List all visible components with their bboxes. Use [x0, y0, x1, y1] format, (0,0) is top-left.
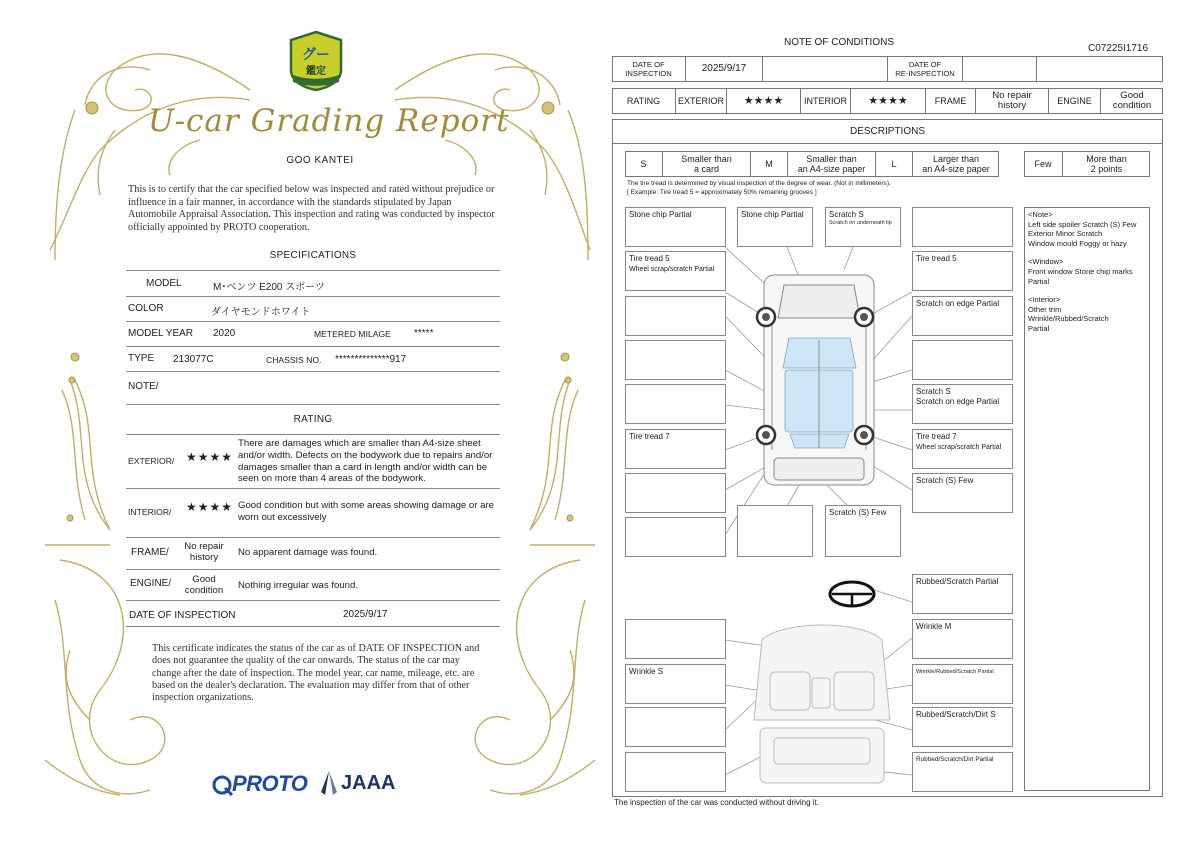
engine-value: Good condition [184, 574, 224, 596]
damage-label-front-lip: Scratch S Scratch on underneath lip [825, 207, 901, 247]
exterior-stars: ★★★★ [186, 450, 234, 464]
damage-label-left-3 [625, 340, 726, 380]
damage-label-right-2: Scratch on edge Partial [912, 296, 1013, 336]
damage-label-right-front-tire: Tire tread 5 [912, 251, 1013, 291]
tire-tread-note: The tire tread is determined by visual inspection of the degree of wear. (Not in millimeters). [ Example: Tire tread 5 = approximately 50% remaining grooves ] [627, 180, 891, 196]
inspection-date-label: DATE OF INSPECTION [129, 610, 236, 621]
goo-kantei-badge-icon [287, 30, 345, 92]
date-of-inspection-label: DATE OF INSPECTION [625, 60, 672, 78]
chassis-value: **************917 [335, 354, 407, 365]
interior-label-right-1: Wrinkle M [912, 619, 1013, 659]
damage-label-right-rear-tire: Tire tread 7 Wheel scrap/scratch Partial [912, 429, 1013, 469]
engine-label: ENGINE [1057, 96, 1092, 106]
damage-label-right-3 [912, 340, 1013, 380]
exterior-stars: ★★★★ [743, 95, 784, 107]
proto-logo-icon [212, 774, 234, 796]
legend-l-desc: Larger than an A4-size paper [922, 154, 990, 174]
certification-statement: This is to certify that the car specified below was inspected and rated without prejudice or influence in a fair manner, in accordance with the standards stipulated by Japan Automobile Appraisal Association. This inspection and rating was conducted by inspector officially appointed by PROTO cooperation. [128, 184, 495, 233]
inspection-footer-note: The inspection of the car was conducted without driving it. [614, 798, 819, 807]
model-label: MODEL [146, 278, 182, 289]
damage-label-left-front-tire: Tire tread 5 Wheel scrap/scratch Partial [625, 251, 726, 291]
notes-text: <Note> Left side spoiler Scratch (S) Few Exterior Minor Scratch Window mould Foggy or hazy <Window> Front window Stone chip marks Partial <Interior> Other trim Wrinkle/Rubbed/Scratch Partial [1028, 210, 1137, 333]
legend-s-desc: Smaller than a card [681, 154, 732, 174]
legend-few-desc: More than 2 points [1086, 154, 1127, 174]
descriptions-heading: DESCRIPTIONS [849, 125, 925, 137]
note-label: NOTE/ [128, 381, 159, 392]
interior-stars: ★★★★ [186, 500, 234, 514]
report-subtitle: GOO KANTEI [286, 155, 354, 166]
inspection-date-value: 2025/9/17 [343, 609, 388, 620]
legend-l: L [891, 159, 897, 169]
interior-label-left-2: Wrinkle S [625, 664, 726, 704]
badge-text-top: グー [302, 47, 330, 63]
document-id: C07225I1716 [1088, 43, 1149, 54]
damage-label-left-2 [625, 296, 726, 336]
damage-label-right-6: Scratch (S) Few [912, 473, 1013, 513]
interior-label-steering: Rubbed/Scratch Partial [912, 574, 1013, 614]
chassis-label: CHASSIS NO. [266, 355, 322, 365]
rating-label: RATING [626, 96, 661, 106]
damage-label-rear-right: Scratch (S) Few [825, 505, 901, 557]
type-value: 213077C [173, 354, 214, 365]
interior-label-right-4: Rubbed/Scratch/Dirt Partial [912, 752, 1013, 792]
model-year-value: 2020 [213, 328, 236, 339]
interior-label-left-4 [625, 752, 726, 792]
interior-label-right-2: Wrinkle/Rubbed/Scratch Partial [912, 664, 1013, 704]
interior-stars: ★★★★ [868, 95, 908, 107]
interior-label: INTERIOR [803, 96, 847, 106]
damage-label-right-4: Scratch S Scratch on edge Partial [912, 384, 1013, 424]
damage-label-left-rear-tire: Tire tread 7 [625, 429, 726, 469]
exterior-description: There are damages which are smaller than A4-size sheet and/or width. Defects on the bodywork due to repairs and/or damages smaller than a card in length and/or width can be seen on more than 4 areas of the bodywork. [238, 438, 493, 485]
svg-text:鑑定: 鑑定 [306, 66, 326, 77]
color-value: ダイヤモンドホワイト [211, 307, 311, 318]
legend-few: Few [1034, 159, 1052, 169]
exterior-label: EXTERIOR [677, 96, 724, 106]
frame-label: FRAME [934, 96, 967, 106]
type-label: TYPE [128, 353, 155, 364]
legend-m-desc: Smaller than an A4-size paper [797, 154, 866, 174]
model-year-label: MODEL YEAR [128, 328, 194, 339]
frame-description: No apparent damage was found. [238, 547, 378, 558]
jaaa-logo: JAAA [341, 772, 396, 794]
interior-label-right-3: Rubbed/Scratch/Dirt S [912, 707, 1013, 747]
interior-description: Good condition but with some areas showing damage or are worn out excessively [238, 500, 494, 523]
conditions-heading: NOTE OF CONDITIONS [784, 37, 894, 48]
jaaa-logo-icon [320, 770, 338, 796]
steering-wheel-icon [830, 582, 874, 606]
engine-description: Nothing irregular was found. [238, 580, 358, 591]
frame-value: No repair history [184, 541, 224, 563]
interior-label-left-1 [625, 619, 726, 659]
report-title: U-car Grading Report [148, 103, 510, 139]
damage-label-front-right-empty [912, 207, 1013, 247]
damage-label-front-left: Stone chip Partial [625, 207, 726, 247]
interior-label-left-3 [625, 707, 726, 747]
exterior-label: EXTERIOR/ [128, 456, 175, 466]
legend-s: S [640, 159, 647, 169]
engine-value: Good condition [1112, 90, 1152, 111]
color-label: COLOR [128, 303, 164, 314]
model-value: M･ベンツ E200 スポーツ [213, 282, 325, 293]
rating-heading: RATING [293, 414, 333, 425]
damage-label-left-6 [625, 473, 726, 513]
damage-label-front: Stone chip Partial [737, 207, 813, 247]
reinspection-label: DATE OF RE-INSPECTION [895, 60, 955, 78]
certificate-disclaimer: This certificate indicates the status of the car as of DATE OF INSPECTION and does not guarantee the quality of the car onwards. The status of the car may change after the date of inspection. The model year, car name, mileage, etc. are based on the dealer's declaration. The evaluation may differ from that of other inspection organizations. [152, 643, 480, 704]
frame-label: FRAME/ [131, 547, 169, 558]
date-of-inspection-value: 2025/9/17 [701, 63, 747, 74]
proto-logo: PROTO [232, 771, 308, 796]
metered-milage-label: METERED MILAGE [314, 329, 391, 339]
legend-m: M [765, 159, 773, 169]
damage-label-left-4 [625, 384, 726, 424]
metered-milage-value: ***** [414, 328, 434, 339]
frame-value: No repair history [992, 90, 1032, 111]
damage-label-rear [737, 505, 813, 557]
damage-label-left-7 [625, 517, 726, 557]
specifications-heading: SPECIFICATIONS [269, 250, 357, 261]
engine-label: ENGINE/ [130, 578, 172, 589]
interior-label: INTERIOR/ [128, 507, 172, 517]
